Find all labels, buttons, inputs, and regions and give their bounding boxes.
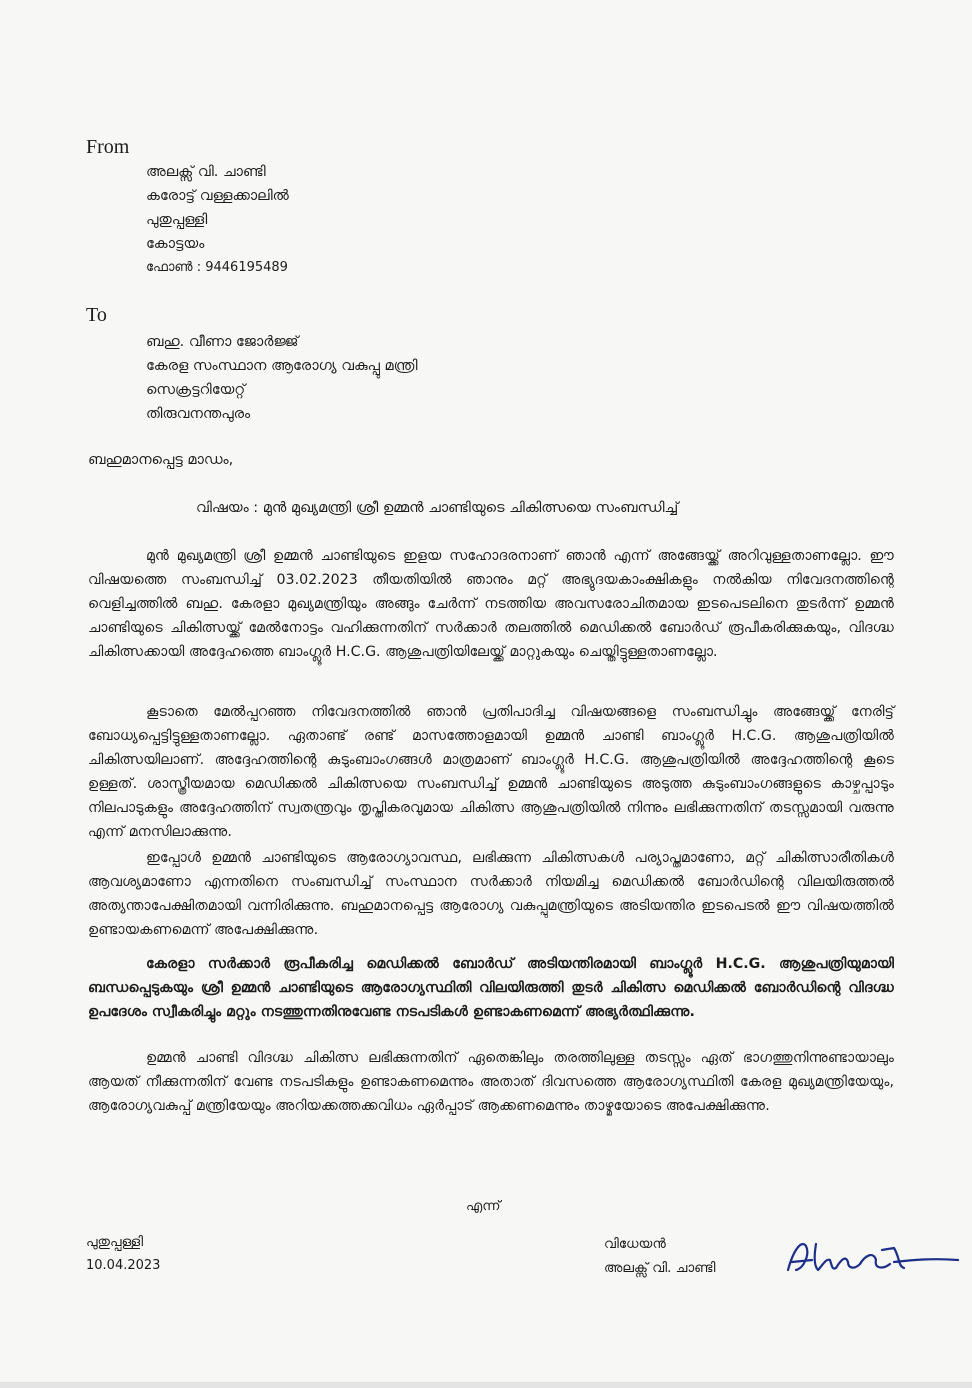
sender-district: കോട്ടയം xyxy=(146,236,205,252)
paragraph-2: കൂടാതെ മേൽപ്പറഞ്ഞ നിവേദനത്തിൽ ഞാൻ പ്രതിപാദിച്ച വിഷയങ്ങളെ സംബന്ധിച്ചും അങ്ങേയ്ക്ക് നേരിട്ട് ബോധ്യപ്പെട്ടിട്ടുള്ളതാണല്ലോ. ഏതാണ്ട് രണ്ട് മാസത്തോളമായി ഉമ്മൻ ചാണ്ടി ബാംഗ്ലൂർ H.C.G. ആശുപത്രിയിൽ ചികിത്സയിലാണ്. അദ്ദേഹത്തിന്റെ കുടുംബാംഗങ്ങൾ മാത്രമാണ് ബാംഗ്ലൂർ H.C.G. ആശുപത്രിയിൽ അദ്ദേഹത്തിന്റെ കൂടെ ഉള്ളത്. ശാസ്ത്രീയമായ മെഡിക്കൽ ചികിത്സയെ സംബന്ധിച്ച് ഉമ്മൻ ചാണ്ടിയുടെ അടുത്ത കുടുംബാംഗങ്ങളുടെ കാഴ്ചപ്പാടും നിലപാടുകളും അദ്ദേഹത്തിന് സ്വതന്ത്രവും തൃപ്തികരവുമായ ചികിത്സ ആശുപത്രിയിൽ നിന്നും ലഭിക്കുന്നതിന് തടസ്സമായി വരുന്നു എന്ന് മനസിലാക്കുന്നു. xyxy=(88,704,894,840)
subject-line: വിഷയം : മുൻ മുഖ്യമന്ത്രി ശ്രീ ഉമ്മൻ ചാണ്ടിയുടെ ചികിത്സയെ സംബന്ധിച്ച് xyxy=(196,500,679,516)
from-label: From xyxy=(86,136,130,158)
recipient-city: തിരുവനന്തപുരം xyxy=(146,406,251,422)
sender-name: അലക്സ് വി. ചാണ്ടി xyxy=(146,164,266,180)
bottom-edge xyxy=(0,1382,972,1388)
recipient-designation: കേരള സംസ്ഥാന ആരോഗ്യ വകുപ്പു മന്ത്രി xyxy=(146,358,418,374)
signature-mark xyxy=(782,1236,962,1286)
footer-place: പുതുപ്പള്ളി xyxy=(86,1234,144,1250)
footer-yours: വിധേയൻ xyxy=(604,1236,666,1252)
paragraph-1: മുൻ മുഖ്യമന്ത്രി ശ്രീ ഉമ്മൻ ചാണ്ടിയുടെ ഇളയ സഹോദരനാണ് ഞാൻ എന്ന് അങ്ങേയ്ക്ക് അറിവുള്ളതാണല്ലോ. ഈ വിഷയത്തെ സംബന്ധിച്ച് 03.02.2023 തീയതിയിൽ ഞാനും മറ്റ് അഭ്യുദയകാംക്ഷികളും നൽകിയ നിവേദനത്തിന്റെ വെളിച്ചത്തിൽ ബഹു. കേരളാ മുഖ്യമന്ത്രിയും അങ്ങും ചേർന്ന് നടത്തിയ അവസരോചിതമായ ഇടപെടലിനെ തുടർന്ന് ഉമ്മൻ ചാണ്ടിയുടെ ചികിത്സയ്ക്ക് മേൽനോട്ടം വഹിക്കുന്നതിന് സർക്കാർ തലത്തിൽ മെഡിക്കൽ ബോർഡ് രൂപീകരിക്കുകയും, വിദഗ്ദ്ധ ചികിത്സക്കായി അദ്ദേഹത്തെ ബാംഗ്ലൂർ H.C.G. ആശുപത്രിയിലേയ്ക്ക് മാറ്റുകയും ചെയ്തിട്ടുള്ളതാണല്ലോ. xyxy=(88,548,894,660)
recipient-address xyxy=(146,330,418,426)
footer-date: 10.04.2023 xyxy=(86,1258,161,1273)
to-label: To xyxy=(86,304,107,326)
sender-place: പുതുപ്പള്ളി xyxy=(146,212,208,228)
paragraph-3: ഇപ്പോൾ ഉമ്മൻ ചാണ്ടിയുടെ ആരോഗ്യാവസ്ഥ, ലഭിക്കുന്ന ചികിത്സകൾ പര്യാപ്തമാണോ, മറ്റ് ചികിത്സാരീതികൾ ആവശ്യമാണോ എന്നതിനെ സംബന്ധിച്ച് സംസ്ഥാന സർക്കാർ നിയമിച്ച മെഡിക്കൽ ബോർഡിന്റെ വിലയിരുത്തൽ അത്യന്താപേക്ഷിതമായി വന്നിരിക്കുന്നു. ബഹുമാനപ്പെട്ട ആരോഗ്യ വകുപ്പുമന്ത്രിയുടെ അടിയന്തിര ഇടപെടൽ ഈ വിഷയത്തിൽ ഉണ്ടായകണമെന്ന് അപേക്ഷിക്കുന്നു. xyxy=(88,850,894,938)
salutation: ബഹുമാനപ്പെട്ട മാഡം, xyxy=(88,452,234,468)
sender-phone: ഫോൺ : 9446195489 xyxy=(146,260,288,275)
sender-house: കരോട്ട് വള്ളക്കാലിൽ xyxy=(146,188,289,204)
paragraph-4: കേരളാ സർക്കാർ രൂപീകരിച്ച മെഡിക്കൽ ബോർഡ് അടിയന്തിരമായി ബാംഗ്ലൂർ H.C.G. ആശുപത്രിയുമായി ബന്ധപ്പെടുകയും ശ്രീ ഉമ്മൻ ചാണ്ടിയുടെ ആരോഗ്യസ്ഥിതി വിലയിരുത്തി തുടർ ചികിത്സ മെഡിക്കൽ ബോർഡിന്റെ വിദഗ്ദ്ധ ഉപദേശം സ്വീകരിച്ചും മറ്റും നടത്തുന്നതിനുവേണ്ട നടപടികൾ ഉണ്ടാകണമെന്ന് അഭ്യർത്ഥിക്കുന്നു. xyxy=(88,956,894,1020)
paragraph-5: ഉമ്മൻ ചാണ്ടി വിദഗ്ദ്ധ ചികിത്സ ലഭിക്കുന്നതിന് ഏതെങ്കിലും തരത്തിലുള്ള തടസ്സം ഏത് ഭാഗത്തുനിന്നുണ്ടായാലും ആയത് നീക്കുന്നതിന് വേണ്ട നടപടികളും ഉണ്ടാകണമെന്നും അതാത് ദിവസത്തെ ആരോഗ്യസ്ഥിതി കേരള മുഖ്യമന്ത്രിയേയും, ആരോഗ്യവകുപ്പ് മന്ത്രിയേയും അറിയക്കത്തക്കവിധം ഏർപ്പാട് ആക്കണമെന്നും താഴ്മയോടെ അപേക്ഷിക്കുന്നു. xyxy=(88,1050,894,1114)
sender-address xyxy=(146,160,289,280)
recipient-office: സെക്രട്ടറിയേറ്റ് xyxy=(146,382,246,398)
footer-signatory: അലക്സ് വി. ചാണ്ടി xyxy=(604,1260,716,1276)
closing-word: എന്ന് xyxy=(466,1198,501,1214)
recipient-name: ബഹു. വീണാ ജോർജ്ജ് xyxy=(146,334,299,350)
